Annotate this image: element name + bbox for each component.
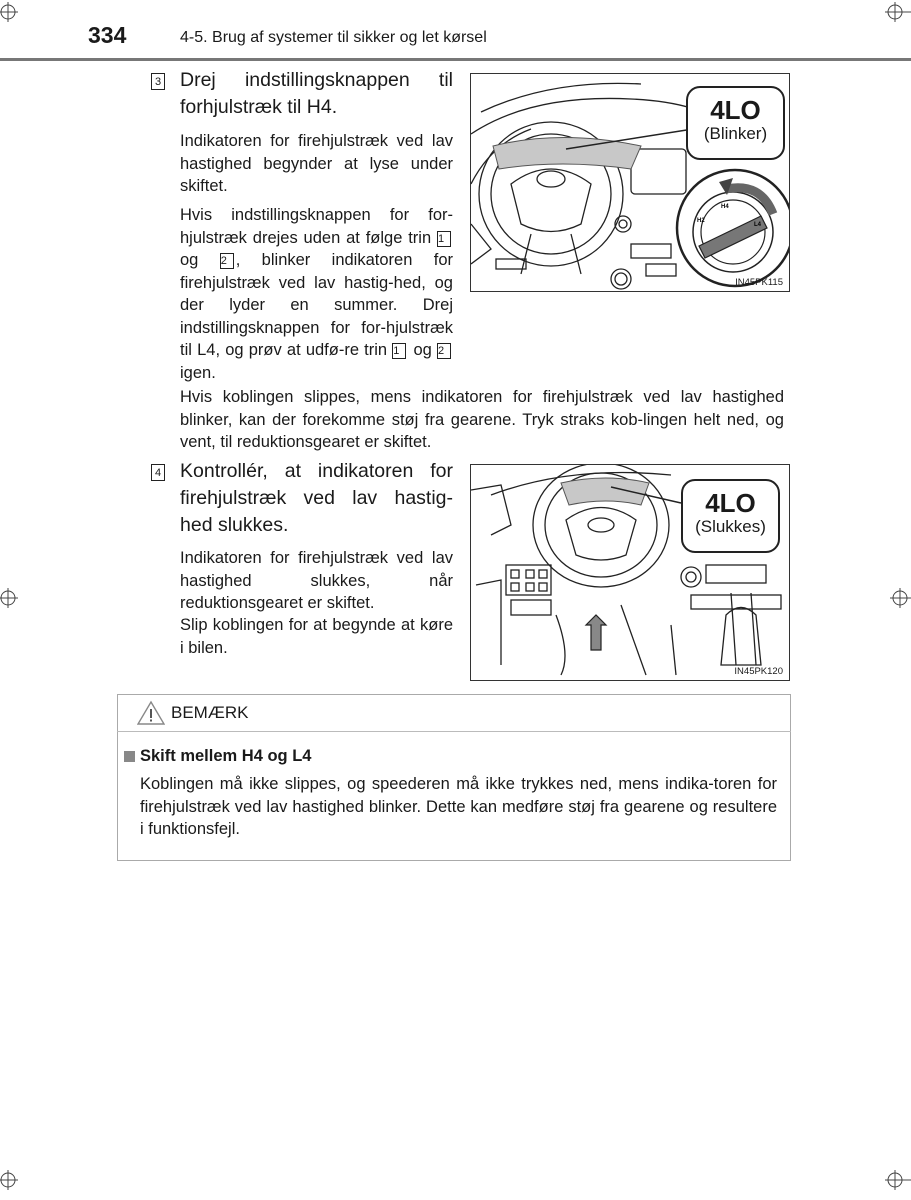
callout-main: 4LO: [705, 488, 756, 518]
figure-code: IN45PK115: [735, 277, 783, 288]
callout-main: 4LO: [710, 95, 761, 125]
step4-para1: Indikatoren for firehjulstræk ved lav hastighed slukkes, når reduktionsgearet er skiftet.: [180, 549, 453, 612]
figure-dashboard-slukkes: [470, 464, 790, 681]
step4-para2: Slip koblingen for at begynde at køre i bilen.: [180, 616, 453, 657]
notice-heading: Skift mellem H4 og L4: [140, 747, 312, 765]
warning-icon: [137, 700, 165, 726]
figure-code: IN45PK120: [734, 666, 783, 677]
clutch-arrow: [586, 615, 606, 650]
notice-text: Koblingen må ikke slippes, og speederen må ikke trykkes ned, mens indika-toren for firehjulstræk ved lav hastighed blinker. Dette kan medføre støj fra gearene og resultere i funktionsfejl.: [140, 775, 777, 838]
step4-title-line3: hed slukkes.: [180, 514, 289, 536]
figure-dashboard-blinker: [470, 73, 790, 292]
notice-header: [117, 694, 791, 732]
indicator-highlight: [561, 478, 649, 505]
step-ref-1: 1: [392, 343, 406, 359]
callout-4lo-slukkes: [681, 479, 780, 553]
step3-para2: [180, 204, 453, 384]
page-number: 334: [88, 22, 127, 48]
callout-4lo-blinker: [686, 86, 785, 160]
step3-title-line1: Drej indstillingsknappen til: [180, 69, 453, 91]
step-number-4: 4: [151, 464, 165, 481]
step3-para2-part1: Hvis indstillingsknappen for for-hjulstræk drejes uden at følge trin: [180, 206, 453, 247]
square-bullet: [124, 751, 135, 762]
step3-para1: Indikatoren for firehjulstræk ved lav hastighed begynder at lyse under skiftet.: [180, 132, 453, 195]
step3-para2-end: igen.: [180, 363, 216, 382]
indicator-highlight: [493, 138, 641, 170]
step3-para2-part2: , blinker indikatoren for firehjulstræk ved lav hastig-hed, og der lyder en summer. Drej indstillingsknappen for for-hjulstræk til L4, og prøv at udfø-re trin: [180, 251, 453, 359]
dial-label-l4: L4: [754, 222, 762, 228]
step-ref-1: 1: [437, 231, 451, 247]
step-ref-2: 2: [437, 343, 451, 359]
step3-title-line2: forhjulstræk til H4.: [180, 96, 338, 118]
step3-para3: Hvis koblingen slippes, mens indikatoren for firehjulstræk ved lav hastighed blinker, kan der forekomme støj fra gearene. Tryk straks kob-lingen helt ned, og vent, til reduktionsgearet er skiftet.: [180, 388, 784, 451]
dial-label-h2: H2: [697, 218, 705, 224]
step4-title-line2: firehjulstræk ved lav hastig-: [180, 487, 453, 509]
callout-sub: (Blinker): [703, 124, 768, 143]
step-ref-2: 2: [220, 253, 234, 269]
header-rule: [0, 58, 911, 61]
step4-title-line1: Kontrollér, at indikatoren for: [180, 460, 453, 482]
notice-label: BEMÆRK: [171, 703, 249, 722]
callout-sub: (Slukkes): [695, 517, 766, 536]
step-number-3: 3: [151, 73, 165, 90]
dial-label-h4: H4: [721, 204, 729, 210]
og-word: og: [180, 251, 199, 269]
og-word: og: [413, 341, 432, 359]
section-title: 4-5. Brug af systemer til sikker og let kørsel: [180, 29, 487, 46]
step3-title: [180, 67, 453, 121]
step4-title: [180, 458, 453, 539]
